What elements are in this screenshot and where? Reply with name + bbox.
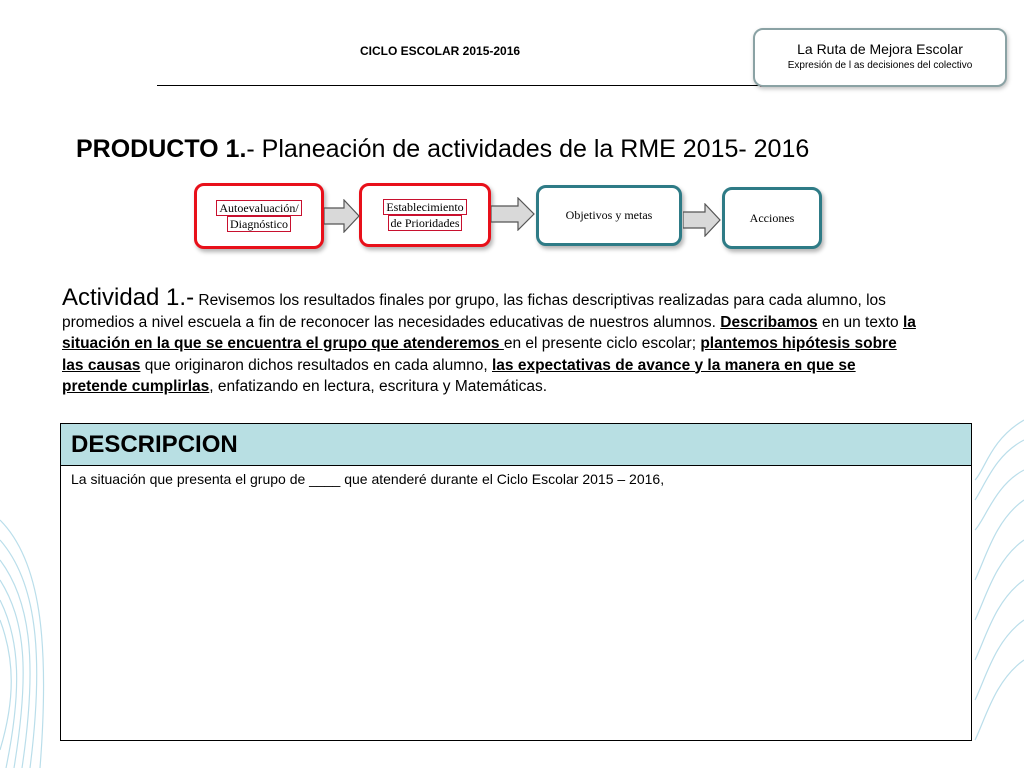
arrow-right-icon — [324, 199, 360, 233]
page-title-bold: PRODUCTO 1. — [76, 135, 247, 163]
description-heading: DESCRIPCION — [61, 424, 971, 466]
ruta-subtitle: Expresión de l as decisiones del colectivo — [787, 60, 973, 71]
activity-text-4: que originaron dichos resultados en cada alumno, — [140, 356, 492, 374]
description-text-area[interactable]: La situación que presenta el grupo de ____ que atenderé durante el Ciclo Escolar 2015 – 2016, — [71, 471, 665, 487]
description-table — [60, 423, 972, 741]
flow-step-4-label: Acciones — [749, 210, 795, 225]
activity-lead: Actividad 1.- — [62, 284, 195, 311]
flow-step-2-line2: de Prioridades — [388, 215, 463, 231]
ruta-title: La Ruta de Mejora Escolar — [797, 41, 963, 57]
page-title — [76, 135, 809, 164]
arrow-right-icon — [683, 203, 721, 237]
activity-text-3: en el presente ciclo escolar; — [503, 335, 701, 352]
flow-step-objetivos — [536, 185, 682, 246]
flow-step-2-line1: Establecimiento — [383, 199, 466, 215]
activity-text-5: , enfatizando en lectura, escritura y Matemáticas. — [209, 378, 548, 395]
flow-step-1-line1: Autoevaluación/ — [216, 200, 301, 216]
arrow-right-icon — [491, 197, 535, 231]
flow-step-3-label: Objetivos y metas — [565, 208, 653, 222]
activity-emphasis-1: Describamos — [720, 313, 818, 331]
activity-emphasis-2: la situación en la que se encuentra el grupo que atenderemos — [62, 313, 916, 352]
flow-step-establecimiento — [359, 183, 491, 247]
activity-emphasis-3: plantemos hipótesis sobre las causas — [62, 335, 897, 374]
activity-text-1: Revisemos los resultados finales por grupo, las fichas descriptivas realizadas para cada alumno, los promedios a nivel escuela a fin de reconocer las necesidades educativas de nuestros alumnos. — [62, 292, 886, 331]
page-title-rest: - Planeación de actividades de la RME 2015- 2016 — [246, 135, 810, 163]
flow-step-autoevaluacion — [194, 183, 324, 249]
activity-text-2: en un texto — [817, 313, 903, 331]
school-cycle-label: CICLO ESCOLAR 2015-2016 — [360, 44, 521, 58]
flow-step-1-line2: Diagnóstico — [227, 216, 291, 232]
activity-instructions — [62, 284, 922, 398]
flow-step-acciones — [722, 187, 822, 249]
activity-emphasis-4: las expectativas de avance y la manera en que se pretende cumplirlas — [62, 356, 856, 395]
ruta-mejora-box — [753, 28, 1007, 87]
